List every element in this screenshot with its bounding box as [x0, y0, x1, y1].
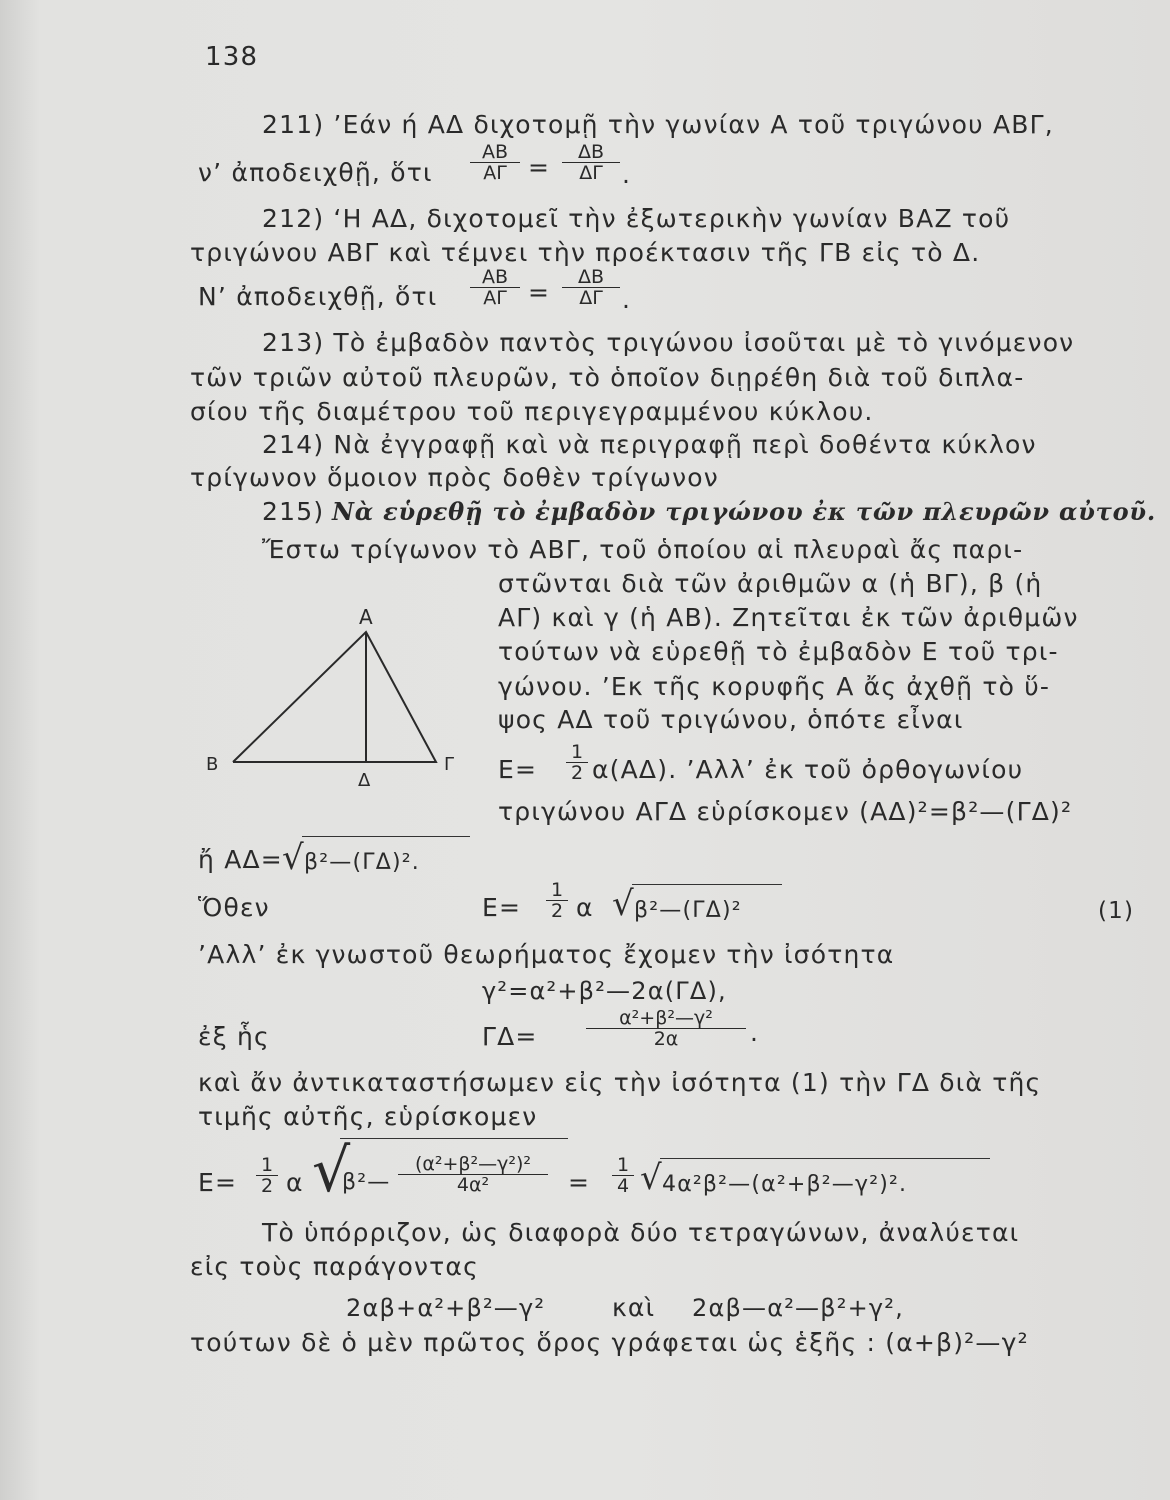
- eq1-label: (1): [1098, 898, 1135, 924]
- numerator: 1: [260, 1154, 274, 1176]
- numerator: ΔΒ: [577, 141, 605, 163]
- big-radicand-2: 4α²β²—(α²+β²—γ²)².: [662, 1172, 908, 1197]
- period: .: [622, 285, 632, 314]
- substitution-line2: τιμῆς αὐτῆς, εὑρίσκομεν: [198, 1102, 538, 1131]
- gd-fraction: [586, 1008, 746, 1049]
- big-one-half: [256, 1155, 278, 1196]
- problem-215-l1: Ἔστω τρίγωνον τὸ ΑΒΓ, τοῦ ὁποίου αἱ πλευραὶ ἄς παρι-: [262, 535, 1024, 564]
- eq1-one-half: [546, 880, 568, 921]
- radical-bar: [302, 836, 470, 837]
- denominator: 4α²: [398, 1174, 548, 1195]
- area-formula-prefix: Ε=: [498, 755, 538, 784]
- substitution-line1: καὶ ἄν ἀντικαταστήσωμεν εἰς τὴν ἰσότητα (1) τὴν ΓΔ διὰ τῆς: [198, 1068, 1042, 1097]
- problem-211-fraction-ab-ag: [470, 142, 520, 183]
- problem-212-fraction-ab-ag: [470, 267, 520, 308]
- numerator: 1: [616, 1154, 630, 1176]
- gamma-squared-equation: γ²=α²+β²—2α(ΓΔ),: [482, 977, 727, 1005]
- problem-215-l8: τριγώνου ΑΓΔ εὑρίσκομεν (ΑΔ)²=β²—(ΓΔ)²: [498, 797, 1073, 826]
- problem-211-line2: ν’ ἀποδειχθῇ, ὅτι: [198, 158, 433, 187]
- problem-213-line1: 213) Τὸ ἐμβαδὸν παντὸς τριγώνου ἰσοῦται μὲ τὸ γινόμενον: [262, 328, 1075, 357]
- othen-word: Ὅθεν: [198, 893, 270, 922]
- numerator: 1: [550, 879, 564, 901]
- problem-214-line1: 214) Νὰ ἐγγραφῇ καὶ νὰ περιγραφῇ περὶ δοθέντα κύκλον: [262, 430, 1037, 459]
- problem-213-line3: σίου τῆς διαμέτρου τοῦ περιγεγραμμένου κύκλου.: [190, 397, 874, 426]
- equals-sign: =: [568, 1168, 591, 1197]
- denominator: 2α: [586, 1028, 746, 1049]
- problem-215-l2: στῶνται διὰ τῶν ἀριθμῶν α (ἡ ΒΓ), β (ἡ: [498, 569, 1043, 598]
- problem-212-line3: Ν’ ἀποδειχθῇ, ὅτι: [198, 282, 438, 311]
- vertex-label-g: Γ: [444, 754, 455, 775]
- eq1-radicand: β²—(ΓΔ)²: [634, 898, 742, 923]
- eq1-prefix: Ε=: [482, 893, 522, 922]
- denominator: 2: [256, 1175, 278, 1196]
- problem-215-l6: ψος ΑΔ τοῦ τριγώνου, ὁπότε εἶναι: [498, 705, 964, 734]
- inner-fraction: [398, 1154, 548, 1195]
- triangle-figure: [190, 600, 480, 800]
- area-formula-rest: α(ΑΔ). ’Αλλ’ ἐκ τοῦ ὀρθογωνίου: [592, 755, 1024, 784]
- last-line: τούτων δὲ ὁ μὲν πρῶτος ὅρος γράφεται ὡς ἑξῆς : (α+β)²—γ²: [190, 1328, 1029, 1357]
- problem-212-line1: 212) ‘Η ΑΔ, διχοτομεῖ τὴν ἐξωτερικὴν γωνίαν ΒΑΖ τοῦ: [262, 204, 1011, 233]
- numerator: ΔΒ: [577, 266, 605, 288]
- numerator: α²+β²—γ²: [619, 1007, 713, 1029]
- period: .: [622, 160, 632, 189]
- problem-212-fraction-db-dg: [562, 267, 620, 308]
- one-half-fraction: [566, 742, 588, 783]
- eq1-alpha: α: [576, 893, 594, 922]
- theorem-line: ’Αλλ’ ἐκ γνωστοῦ θεωρήματος ἔχομεν τὴν ἰσότητα: [198, 940, 895, 969]
- sqrt-sign: √: [282, 838, 305, 878]
- problem-213-line2: τῶν τριῶν αὐτοῦ πλευρῶν, τὸ ὁποῖον διῃρέθη διὰ τοῦ διπλα-: [190, 363, 1025, 392]
- denominator: 4: [612, 1175, 634, 1196]
- denominator: ΑΓ: [470, 287, 520, 308]
- denominator: 2: [546, 900, 568, 921]
- denominator: ΔΓ: [562, 287, 620, 308]
- factor-kai: καὶ: [612, 1293, 656, 1322]
- foot-label-d: Δ: [358, 770, 371, 791]
- equals-sign: =: [528, 278, 551, 307]
- radical-bar: [660, 1158, 990, 1159]
- problem-215-l3: ΑΓ) καὶ γ (ἡ ΑΒ). Ζητεῖται ἐκ τῶν ἀριθμῶν: [498, 603, 1079, 632]
- gd-prefix: ΓΔ=: [482, 1022, 538, 1051]
- problem-215-number: 215): [262, 497, 325, 526]
- vertex-label-a: Α: [359, 605, 373, 629]
- big-alpha: α: [286, 1168, 304, 1197]
- sqrt-sign: √: [640, 1158, 663, 1198]
- radical-bar: [632, 884, 782, 885]
- page-number: 138: [205, 42, 259, 72]
- factor-a: 2αβ+α²+β²—γ²: [346, 1294, 546, 1322]
- radicand-line2: εἰς τοὺς παράγοντας: [190, 1252, 479, 1281]
- big-one-quarter: [612, 1155, 634, 1196]
- equals-sign: =: [528, 153, 551, 182]
- denominator: ΑΓ: [470, 162, 520, 183]
- problem-214-line2: τρίγωνον ὅμοιον πρὸς δοθὲν τρίγωνον: [190, 463, 719, 492]
- vertex-label-b: Β: [206, 754, 219, 775]
- numerator: 1: [570, 741, 584, 763]
- numerator: (α²+β²—γ²)²: [414, 1153, 532, 1175]
- ad-equals: ἤ ΑΔ=: [198, 845, 283, 874]
- problem-215-l4: τούτων νὰ εὑρεθῇ τὸ ἐμβαδὸν Ε τοῦ τρι-: [498, 637, 1059, 666]
- problem-211-line1: 211) ’Εάν ή ΑΔ διχοτομῇ τὴν γωνίαν Α τοῦ τριγώνου ΑΒΓ,: [262, 110, 1054, 139]
- problem-215-l5: γώνου. ’Εκ τῆς κορυφῆς Α ἄς ἀχθῇ τὸ ὕ-: [498, 672, 1051, 701]
- numerator: ΑΒ: [481, 141, 509, 163]
- denominator: 2: [566, 762, 588, 783]
- numerator: ΑΒ: [481, 266, 509, 288]
- denominator: ΔΓ: [562, 162, 620, 183]
- problem-215-title: Νὰ εὑρεθῇ τὸ ἐμβαδὸν τριγώνου ἐκ τῶν πλευρῶν αὐτοῦ.: [332, 497, 1157, 526]
- factor-b: 2αβ—α²—β²+γ²,: [692, 1294, 904, 1322]
- radicand-line1: Τὸ ὑπόρριζον, ὡς διαφορὰ δύο τετραγώνων, ἀναλύεται: [262, 1218, 1020, 1247]
- problem-212-line2: τριγώνου ΑΒΓ καὶ τέμνει τὴν προέκτασιν τῆς ΓΒ εἰς τὸ Δ.: [190, 238, 981, 267]
- sqrt-sign-large: √: [312, 1136, 352, 1206]
- period: .: [750, 1018, 760, 1047]
- sqrt-sign: √: [612, 884, 635, 924]
- big-beta-squared: β²—: [342, 1170, 391, 1195]
- big-formula-prefix: Ε=: [198, 1168, 238, 1197]
- ex-his: ἐξ ἧς: [198, 1022, 270, 1051]
- problem-211-fraction-db-dg: [562, 142, 620, 183]
- triangle-outline: [233, 632, 436, 762]
- radical-bar: [340, 1138, 568, 1139]
- radicand-ad: β²—(ΓΔ)².: [304, 850, 420, 875]
